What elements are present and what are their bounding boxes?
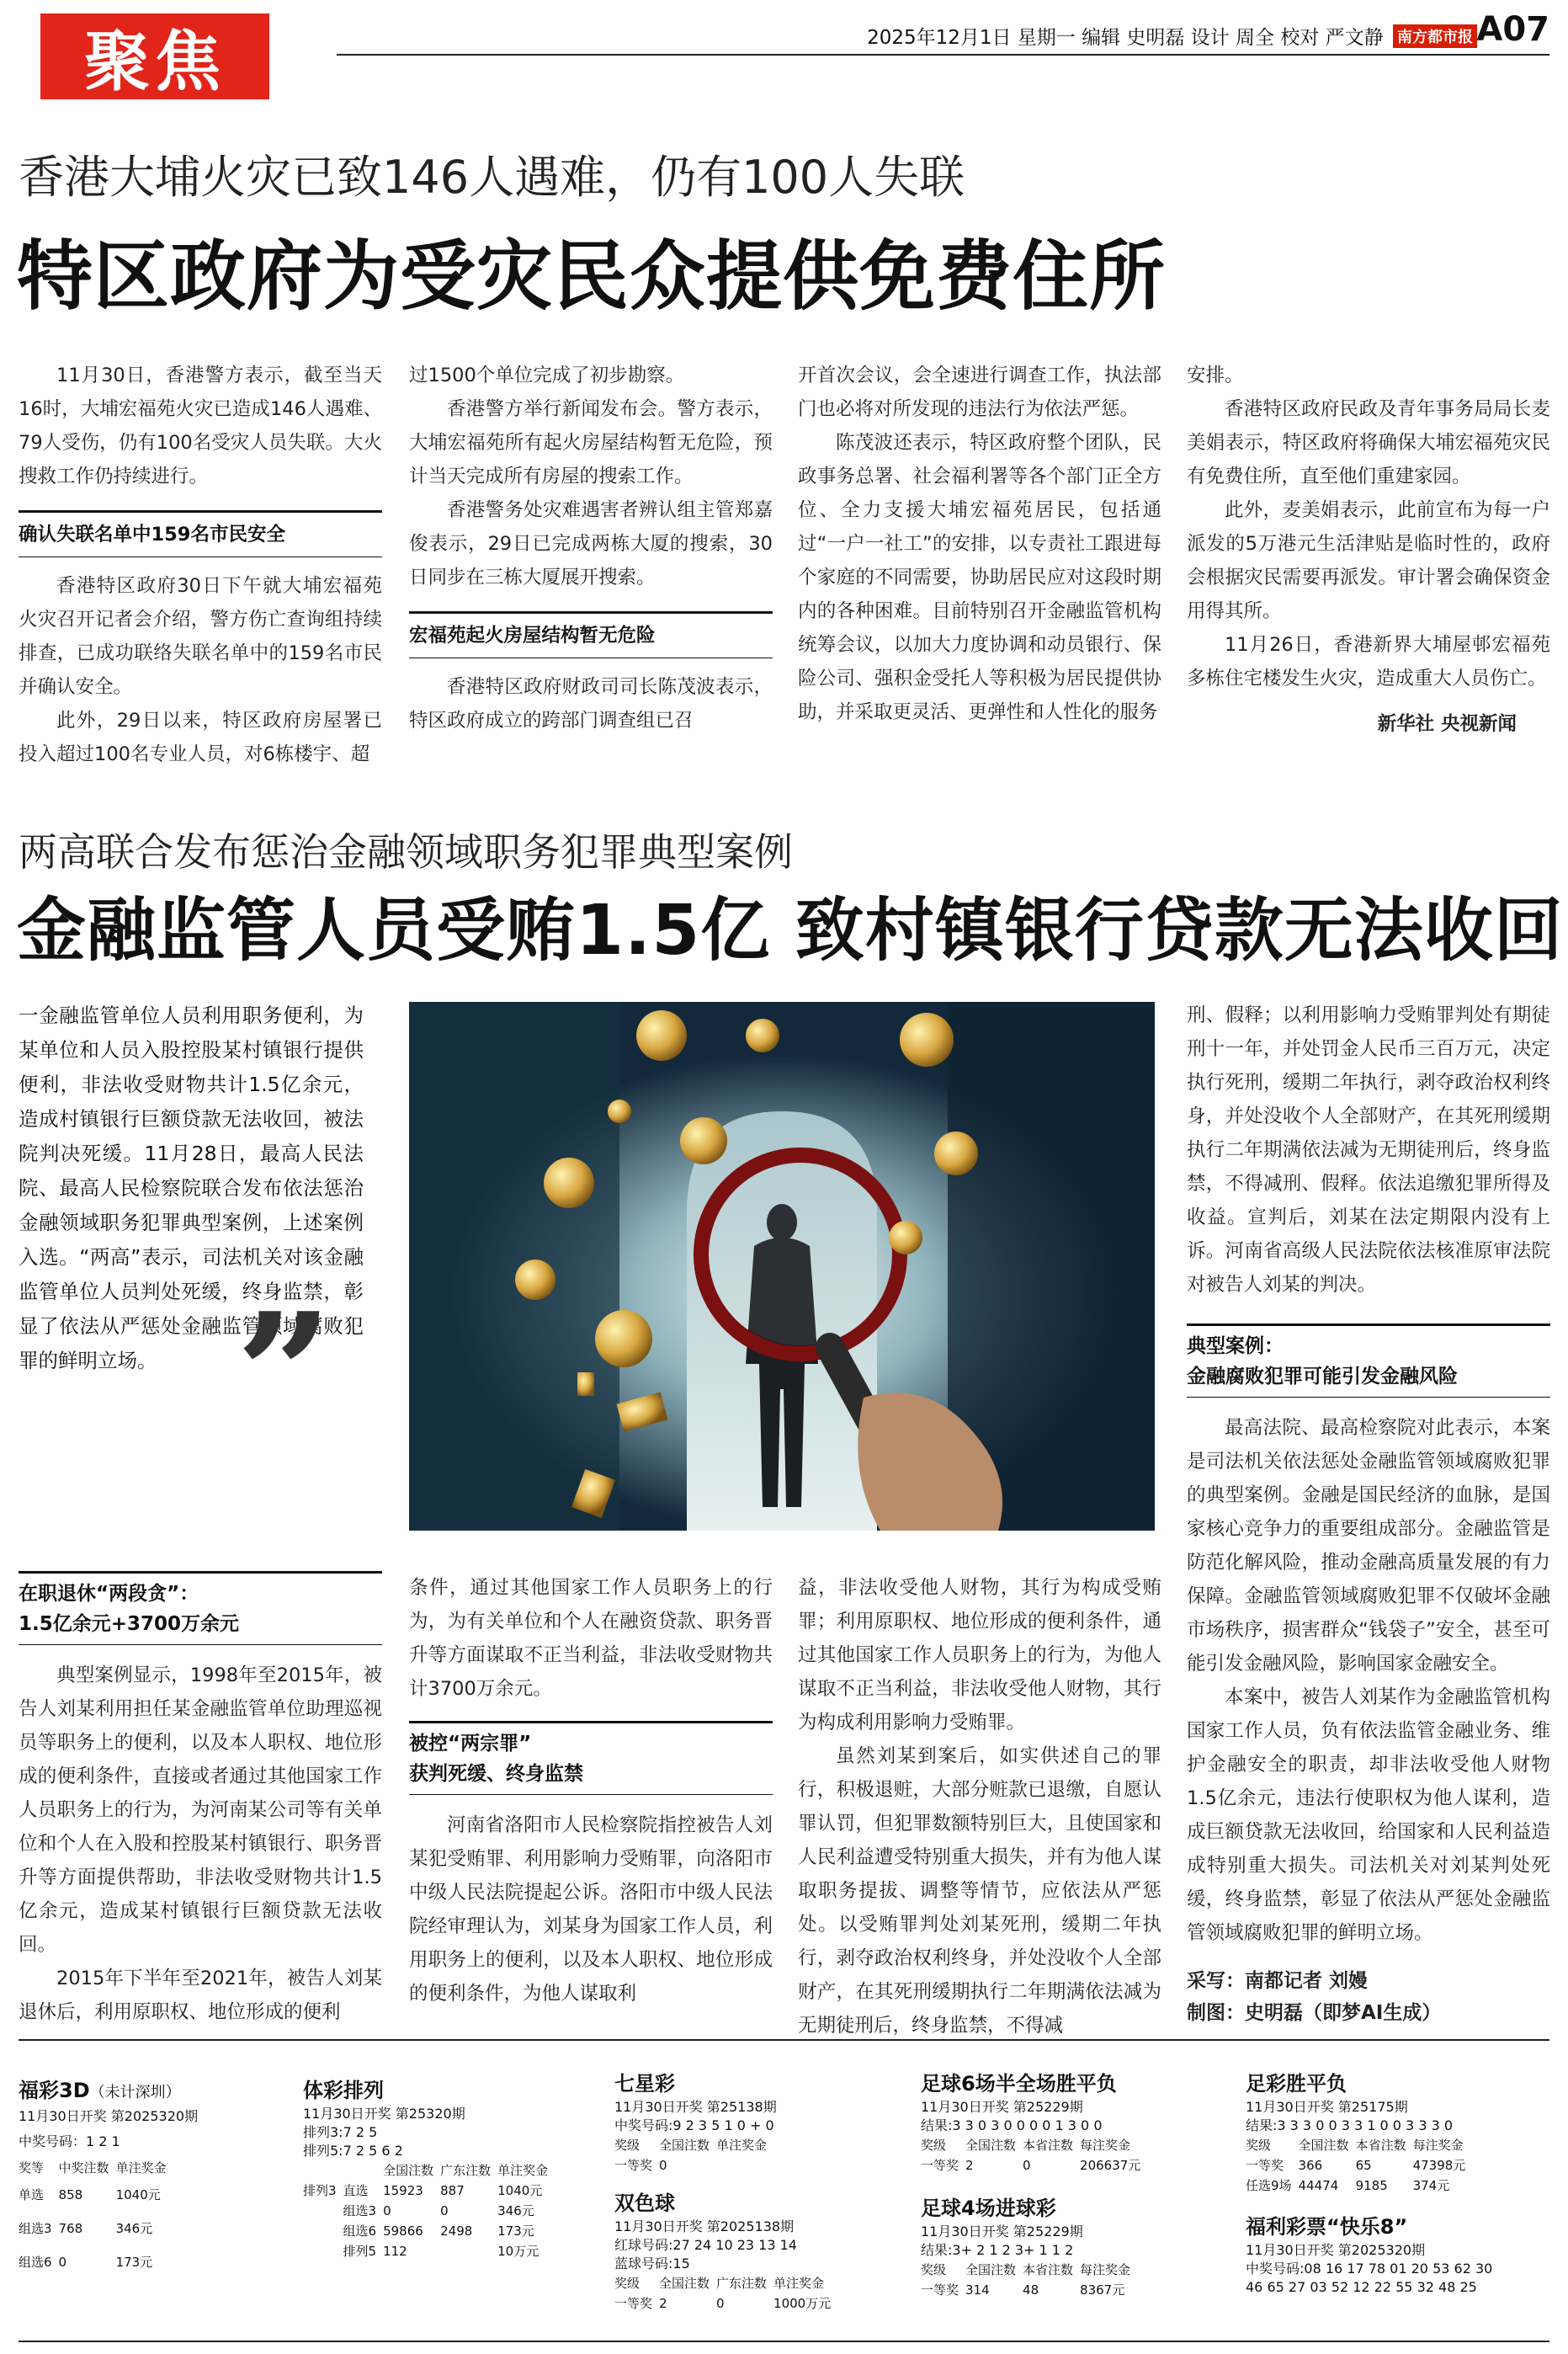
table-header: 广东注数 — [440, 2163, 492, 2178]
lottery-bottom-rule — [19, 2341, 1549, 2342]
byline: 新华社 央视新闻 — [1377, 713, 1517, 735]
table-cell: 1040元 — [115, 2187, 161, 2202]
paragraph: 刑、假释；以利用影响力受贿罪判处有期徒刑十一年，并处罚金人民币三百万元，决定执行死刑，缓期二年执行，剥夺政治权利终身，并处没收个人全部财产，在其死刑缓期执行二年期满依法减为无期徒刑后，终身监禁，不得减刑、假释。依法追缴犯罪所得及收益。宣判后，刘某在法定期限内没有上诉。河南省高级人民法院依法核准原审法院对被告人刘某的判决。 — [1187, 1004, 1550, 1296]
table-cell: 组选6 — [343, 2224, 377, 2239]
lottery-ssq — [614, 2194, 892, 2314]
lottery-table — [1246, 2135, 1472, 2196]
table-cell: 9185 — [1355, 2178, 1388, 2193]
date-editor-line: 2025年12月1日 星期一 编辑 史明磊 设计 周全 校对 严文静 — [867, 27, 1384, 49]
table-header: 每注奖金 — [1412, 2138, 1464, 2153]
paragraph: 条件，通过其他国家工作人员职务上的行为，为有关单位和个人在融资贷款、职务晋升等方面谋取不正当利益，非法收受财物共计3700万余元。 — [409, 1577, 773, 1700]
table-header: 全国注数 — [383, 2163, 434, 2178]
table-header: 单注奖金 — [716, 2138, 768, 2153]
quote-mark-icon: ” — [236, 1276, 333, 1474]
table-header: 中奖注数 — [58, 2160, 109, 2176]
table-cell: 15923 — [383, 2183, 423, 2198]
lottery-zcspf — [1246, 2074, 1557, 2196]
lottery-number: 中奖号码:08 16 17 78 01 20 53 62 30 — [1246, 2261, 1493, 2277]
paragraph: 11月30日，香港警方表示，截至当天16时，大埔宏福苑火灾已造成146人遇难、79人受伤，仍有100名受灾人员失联。大火搜救工作仍持续进行。 — [19, 365, 382, 487]
table-cell: 1000万元 — [773, 2296, 832, 2311]
story1-col3 — [798, 359, 1161, 729]
table-cell: 1040元 — [497, 2183, 543, 2198]
table-cell: 2498 — [440, 2224, 473, 2239]
subhead: 确认失联名单中159名市民安全 — [19, 510, 382, 557]
subhead: 典型案例： — [1187, 1335, 1284, 1357]
lottery-number: 蓝球号码:15 — [614, 2255, 690, 2271]
table-cell: 一等奖 — [1246, 2158, 1284, 2173]
table-header: 单注奖金 — [115, 2160, 167, 2176]
magnifier-illustration — [409, 1002, 1155, 1531]
lottery-number: 46 65 27 03 52 12 22 55 32 48 25 — [1246, 2279, 1477, 2295]
paragraph: 香港特区政府30日下午就大埔宏福苑火灾召开记者会介绍，警方伤亡查询组持续排查，已成功联络失联名单中的159名市民并确认安全。 — [19, 575, 382, 698]
lottery-number: 红球号码:27 24 10 23 13 14 — [614, 2237, 797, 2253]
credit-line: 制图：史明磊（即梦AI生成） — [1187, 2002, 1442, 2024]
story1-col4 — [1187, 359, 1550, 741]
subhead-box — [19, 1571, 382, 1645]
table-cell: 直选 — [343, 2183, 369, 2198]
subhead-box — [409, 1721, 773, 1795]
lottery-issue: 11月30日开奖 第25229期 — [921, 2224, 1083, 2239]
table-cell: 48 — [1023, 2282, 1039, 2298]
subhead: 宏福苑起火房屋结构暂无危险 — [409, 611, 773, 658]
table-cell: 任选9场 — [1246, 2178, 1292, 2193]
table-cell: 单选 — [19, 2187, 45, 2202]
lottery-issue: 11月30日开奖 第25229期 — [921, 2099, 1083, 2115]
story1-headline: 特区政府为受灾民众提供免费住所 — [17, 232, 1166, 321]
paragraph: 过1500个单位完成了初步勘察。 — [409, 365, 685, 386]
table-header: 本省注数 — [1023, 2262, 1074, 2277]
table-cell: 8367元 — [1080, 2282, 1125, 2298]
table-header: 全国注数 — [965, 2138, 1017, 2153]
lottery-number: 中奖号码:9 2 3 5 1 0 + 0 — [614, 2117, 774, 2133]
subhead: 1.5亿余元+3700万余元 — [19, 1613, 240, 1635]
paragraph: 此外，麦美娟表示，此前宣布为每一户派发的5万港元生活津贴是临时性的，政府会根据灾民需要再派发。审计署会确保资金用得其所。 — [1187, 499, 1550, 622]
table-cell: 0 — [659, 2158, 667, 2173]
table-cell: 887 — [440, 2183, 465, 2198]
reporter-credit — [1187, 1965, 1550, 2029]
subhead: 金融腐败犯罪可能引发金融风险 — [1187, 1366, 1458, 1387]
credit-line: 采写：南都记者 刘嫚 — [1187, 1970, 1369, 1992]
subhead-box — [1187, 1323, 1550, 1398]
table-header: 奖级 — [614, 2138, 640, 2153]
table-header — [343, 2160, 384, 2181]
lottery-title: 足球6场半全场胜平负 — [921, 2072, 1117, 2096]
lottery-table — [921, 2135, 1147, 2176]
paragraph: 益，非法收受他人财物，其行为构成受贿罪；利用原职权、地位形成的便利条件，通过其他国家工作人员职务上的行为，为他人谋取不正当利益，非法收受他人财物，其行为构成利用影响力受贿罪。 — [798, 1577, 1161, 1734]
table-cell: 374元 — [1412, 2178, 1450, 2193]
lottery-number: 排列5:7 2 5 6 2 — [303, 2143, 403, 2159]
table-cell: 65 — [1355, 2158, 1372, 2173]
table-cell: 346元 — [115, 2221, 153, 2236]
table-header: 单注奖金 — [497, 2163, 549, 2178]
table-cell — [303, 2201, 343, 2221]
paragraph: 虽然刘某到案后，如实供述自己的罪行，积极退赃，大部分赃款已退缴，自愿认罪认罚，但犯罪数额特别巨大，且使国家和人民利益遭受特别重大损失，并有为他人谋取职务提拔、调整等情节，应依法从严惩处。以受贿罪判处刘某死刑，缓期二年执行，剥夺政治权利终身，并处没收个人全部财产，在其死刑缓期执行二年期满依法减为无期徒刑后，终身监禁，不得减 — [798, 1745, 1161, 2037]
lottery-issue: 11月30日开奖 第2025320期 — [1246, 2242, 1426, 2258]
paragraph: 11月26日，香港新界大埔屋邨宏福苑多栋住宅楼发生火灾，造成重大人员伤亡。 — [1187, 634, 1550, 690]
table-cell: 2 — [965, 2158, 974, 2173]
story2-headline: 金融监管人员受贿1.5亿 致村镇银行贷款无法收回 — [17, 891, 1564, 971]
lottery-issue: 11月30日开奖 第25175期 — [1246, 2099, 1408, 2115]
paragraph: 此外，29日以来，特区政府房屋署已投入超过100名专业人员，对6栋楼宇、超 — [19, 710, 382, 765]
paragraph: 香港警务处灾难遇害者辨认组主管郑嘉俊表示，29日已完成两栋大厦的搜索，30日同步在三栋大厦展开搜索。 — [409, 499, 773, 588]
story1-col1 — [19, 359, 382, 771]
lottery-issue: 11月30日开奖 第2025138期 — [614, 2218, 795, 2234]
table-cell: 0 — [383, 2203, 391, 2218]
subhead: 获判死缓、终身监禁 — [409, 1763, 583, 1785]
table-header: 单注奖金 — [773, 2276, 825, 2291]
table-cell: 47398元 — [1412, 2158, 1466, 2173]
lottery-zq6 — [921, 2074, 1224, 2176]
table-header: 本省注数 — [1355, 2138, 1406, 2153]
lottery-table — [614, 2135, 773, 2176]
table-cell: 314 — [965, 2282, 990, 2298]
table-header: 本省注数 — [1023, 2138, 1074, 2153]
lottery-title: 福利彩票“快乐8” — [1246, 2215, 1408, 2239]
paragraph: 典型案例显示，1998年至2015年，被告人刘某利用担任某金融监管单位助理巡视员等职务上的便利，以及本人职权、地位形成的便利条件，直接或者通过其他国家工作人员职务上的行为，为河南某公司等有关单位和个人在入股和控股某村镇银行、职务晋升等方面提供帮助，非法收受财物共计1.5亿余元，造成某村镇银行巨额贷款无法收回。 — [19, 1664, 382, 1956]
lottery-fc3d — [19, 2081, 288, 2279]
table-cell: 173元 — [497, 2224, 534, 2239]
lottery-table — [19, 2158, 173, 2279]
lottery-top-rule — [19, 2039, 1549, 2041]
story1-kicker: 香港大埔火灾已致146人遇难，仍有100人失联 — [19, 151, 965, 204]
lottery-title: 体彩排列 — [303, 2079, 384, 2102]
paragraph: 陈茂波还表示，特区政府整个团队，民政事务总署、社会福利署等各个部门正全方位、全力支援大埔宏福苑居民，包括通过“一户一社工”的安排，以专责社工跟进每个家庭的不同需要，协助居民应对这段时期内的各种困难。目前特别召开金融监管机构统筹会议，以加大力度协调和动员银行、保险公司、强积金受托人等积极为居民提供协助，并采取更灵活、更弹性和人性化的服务 — [798, 432, 1161, 723]
lottery-number: 结果:3 3 3 0 0 3 3 1 0 0 3 3 3 0 — [1246, 2117, 1454, 2133]
table-cell: 组选3 — [19, 2221, 52, 2236]
table-cell: 346元 — [497, 2203, 534, 2218]
paragraph: 香港特区政府民政及青年事务局局长麦美娟表示，特区政府将确保大埔宏福苑灾民有免费住所，直至他们重建家园。 — [1187, 398, 1550, 487]
table-cell: 0 — [440, 2203, 449, 2218]
lottery-qxc — [614, 2074, 892, 2176]
table-header: 奖级 — [921, 2262, 947, 2277]
story2-col1 — [19, 1571, 382, 2029]
table-cell: 排列5 — [343, 2244, 377, 2259]
table-cell: 173元 — [115, 2255, 153, 2270]
lottery-issue: 11月30日开奖 第25320期 — [303, 2106, 465, 2122]
lottery-zq4 — [921, 2199, 1224, 2300]
table-cell: 0 — [1023, 2158, 1031, 2173]
table-cell: 一等奖 — [614, 2158, 653, 2173]
lottery-title: 足彩胜平负 — [1246, 2072, 1347, 2096]
subhead: 被控“两宗罪” — [409, 1733, 532, 1755]
lottery-kl8 — [1246, 2215, 1557, 2297]
lottery-title: 双色球 — [614, 2192, 675, 2215]
paragraph: 安排。 — [1187, 365, 1244, 386]
header-meta — [867, 22, 1477, 50]
table-header: 全国注数 — [659, 2276, 710, 2291]
table-cell: 0 — [716, 2296, 725, 2311]
header-rule — [337, 54, 1549, 56]
table-cell — [440, 2241, 497, 2261]
page-number: A07 — [1476, 10, 1549, 49]
paragraph: 最高法院、最高检察院对此表示，本案是司法机关依法惩处金融监管领域腐败犯罪的典型案例。金融是国民经济的血脉，是国家核心竞争力的重要组成部分。金融监管是防范化解风险，推动金融高质量发展的有力保障。金融监管领域腐败犯罪不仅破坏金融市场秩序，损害群众“钱袋子”安全，甚至可能引发金融风险，影响国家金融安全。 — [1187, 1417, 1550, 1675]
subhead: 在职退休“两段贪”： — [19, 1583, 199, 1605]
table-cell: 858 — [58, 2187, 83, 2202]
newspaper-logo: 南方都市报 — [1393, 24, 1477, 48]
table-cell: 59866 — [383, 2224, 423, 2239]
lottery-number: 中奖号码：1 2 1 — [19, 2133, 120, 2149]
table-header: 每注奖金 — [1080, 2138, 1131, 2153]
table-header: 全国注数 — [659, 2138, 710, 2153]
paragraph: 香港警方举行新闻发布会。警方表示，大埔宏福苑所有起火房屋结构暂无危险，预计当天完成所有房屋的搜索工作。 — [409, 398, 773, 487]
table-header: 奖等 — [19, 2160, 45, 2176]
lottery-pailie — [303, 2081, 581, 2261]
story2-right-col — [1187, 999, 1550, 2029]
table-cell: 206637元 — [1080, 2158, 1141, 2173]
table-header: 全国注数 — [1298, 2138, 1349, 2153]
lottery-issue: 11月30日开奖 第2025320期 — [19, 2108, 199, 2124]
table-header: 全国注数 — [965, 2262, 1017, 2277]
story2-col2 — [409, 1571, 773, 2010]
story2-kicker: 两高联合发布惩治金融领域职务犯罪典型案例 — [19, 829, 793, 875]
lottery-number: 排列3:7 2 5 — [303, 2124, 378, 2140]
table-cell: 112 — [383, 2244, 407, 2259]
lottery-table — [921, 2260, 1137, 2300]
lottery-table — [614, 2273, 837, 2314]
illustration-image — [409, 1002, 1155, 1531]
paragraph: 河南省洛阳市人民检察院指控被告人刘某犯受贿罪、利用影响力受贿罪，向洛阳市中级人民法院提起公诉。洛阳市中级人民法院经审理认为，刘某身为国家工作人员，利用职务上的便利，以及本人职权、地位形成的便利条件，为他人谋取利 — [409, 1814, 773, 2005]
story1-col2 — [409, 359, 773, 738]
lottery-note: （未计深圳） — [89, 2084, 181, 2101]
table-cell: 366 — [1298, 2158, 1323, 2173]
table-cell — [716, 2155, 773, 2176]
lottery-title: 福彩3D — [19, 2079, 90, 2102]
paragraph: 本案中，被告人刘某作为金融监管机构国家工作人员，负有依法监管金融业务、维护金融安全的职责，却非法收受他人财物1.5亿余元，违法行使职权为他人谋利，造成巨额贷款无法收回，给国家和人民利益造成特别重大损失。司法机关对刘某判处死缓，终身监禁，彰显了依法从严惩处金融监管领域腐败犯罪的鲜明立场。 — [1187, 1686, 1550, 1944]
story2-col3 — [798, 1571, 1161, 2042]
table-header: 奖级 — [921, 2138, 947, 2153]
table-cell: 768 — [58, 2221, 83, 2236]
paragraph: 香港特区政府财政司司长陈茂波表示，特区政府成立的跨部门调查组已召 — [409, 676, 773, 732]
story2-lead: 一金融监管单位人员利用职务便利，为某单位和人员入股控股某村镇银行提供便利，非法收受财物共计1.5亿余元，造成村镇银行巨额贷款无法收回，被法院判决死缓。11月28日，最高人民法院、最高人民检察院联合发布依法惩治金融领域职务犯罪典型案例，上述案例入选。“两高”表示，司法机关对该金融监管单位人员判处死缓，终身监禁，彰显了依法从严惩处金融监管领域腐败犯罪的鲜明立场。 — [19, 1004, 364, 1372]
table-cell — [303, 2241, 343, 2261]
table-cell: 一等奖 — [921, 2158, 959, 2173]
table-cell: 组选6 — [19, 2255, 52, 2270]
paragraph: 2015年下半年至2021年，被告人刘某退休后，利用原职权、地位形成的便利 — [19, 1968, 382, 2023]
table-header: 奖级 — [614, 2276, 640, 2291]
lottery-title: 足球4场进球彩 — [921, 2197, 1056, 2220]
table-cell: 一等奖 — [921, 2282, 959, 2298]
table-header: 广东注数 — [716, 2276, 768, 2291]
table-header — [303, 2160, 343, 2181]
lottery-number: 结果:3 3 0 3 0 0 0 0 1 3 0 0 — [921, 2117, 1103, 2133]
table-cell: 一等奖 — [614, 2296, 653, 2311]
section-badge: 聚焦 — [40, 13, 269, 99]
table-cell: 2 — [659, 2296, 667, 2311]
lottery-number: 结果:3+ 2 1 2 3+ 1 1 2 — [921, 2242, 1074, 2258]
table-cell: 10万元 — [497, 2244, 539, 2259]
table-cell: 0 — [58, 2255, 67, 2270]
lottery-table — [303, 2160, 555, 2261]
table-header: 每注奖金 — [1080, 2262, 1131, 2277]
paragraph: 开首次会议，会全速进行调查工作，执法部门也必将对所发现的违法行为依法严惩。 — [798, 365, 1161, 420]
table-cell: 44474 — [1298, 2178, 1339, 2193]
table-cell: 排列3 — [303, 2183, 337, 2198]
lottery-issue: 11月30日开奖 第25138期 — [614, 2099, 777, 2115]
table-cell: 组选3 — [343, 2203, 377, 2218]
table-header: 奖级 — [1246, 2138, 1272, 2153]
lottery-title: 七星彩 — [614, 2072, 675, 2096]
table-cell — [303, 2221, 343, 2241]
